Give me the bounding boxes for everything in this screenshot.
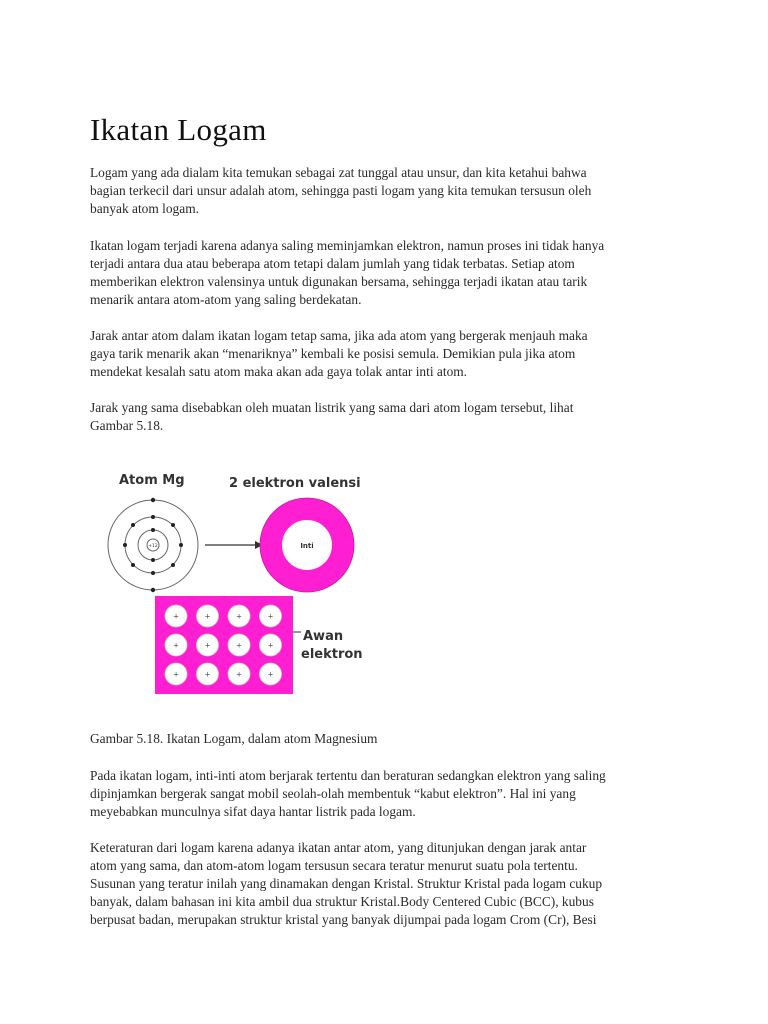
paragraph-line: Keteraturan dari logam karena adanya ikatan antar atom, yang ditunjukan dengan jarak antar [90, 840, 587, 855]
paragraph-line: Logam yang ada dialam kita temukan sebagai zat tunggal atau unsur, dan kita ketahui bahwa [90, 165, 587, 180]
paragraph-line: Jarak yang sama disebabkan oleh muatan listrik yang sama dari atom logam tersebut, lihat [90, 400, 574, 415]
paragraph-line: bagian terkecil dari unsur adalah atom, sehingga pasti logam yang kita temukan tersusun oleh [90, 183, 592, 198]
paragraph-line: memberikan elektron valensinya untuk digunakan bersama, sehingga terjadi ikatan atau tarik [90, 274, 588, 289]
figure-ikatan-logam [95, 462, 375, 702]
ion-symbol: + [173, 612, 179, 621]
ion-symbol: + [204, 612, 211, 621]
page-title: Ikatan Logam [90, 112, 267, 147]
paragraph-line: meyebabkan munculnya sifat daya hantar listrik pada logam. [90, 804, 416, 819]
figure-svg [95, 462, 375, 702]
ion-symbol: + [204, 670, 211, 679]
core-label: Inti [300, 542, 314, 550]
paragraph-line: atom yang sama, dan atom-atom logam tersusun secara teratur menurut suatu pola tertentu. [90, 858, 578, 873]
paragraph-line: dipinjamkan bergerak sangat mobil seolah-olah membentuk “kabut elektron”. Hal ini yang [90, 786, 576, 801]
atom-mg-label: Atom Mg [119, 473, 185, 488]
valence-ring-diagram [260, 498, 354, 592]
paragraph-6 [90, 839, 690, 929]
ion-symbol: + [267, 612, 274, 621]
ion-symbol: + [236, 612, 242, 621]
paragraph-line: Ikatan logam terjadi karena adanya saling meminjamkan elektron, namun proses ini tidak hanya [90, 238, 605, 253]
paragraph-line: Gambar 5.18. [90, 418, 164, 433]
paragraph-line: banyak, dalam bahasan ini kita ambil dua struktur Kristal.Body Centered Cubic (BCC), kubus [90, 894, 594, 909]
ion-symbol: + [173, 670, 179, 679]
electron-cloud-diagram [155, 596, 293, 694]
ion-symbol: + [204, 641, 211, 650]
cloud-label-1: Awan [303, 629, 344, 644]
paragraph-line: Jarak antar atom dalam ikatan logam tetap sama, jika ada atom yang bergerak menjauh maka [90, 328, 588, 343]
nucleus-label: +12 [148, 544, 158, 549]
paragraph-line: berpusat badan, merupakan struktur kristal yang banyak dijumpai pada logam Crom (Cr), Besi [90, 912, 597, 927]
paragraph-3 [90, 327, 690, 381]
ion-symbol: + [236, 670, 242, 679]
paragraph-4 [90, 399, 690, 435]
paragraph-line: gaya tarik menarik akan “menariknya” kembali ke posisi semula. Demikian pula jika atom [90, 346, 576, 361]
paragraph-line: banyak atom logam. [90, 201, 199, 216]
paragraph-5 [90, 767, 690, 821]
ion-symbol: + [267, 641, 274, 650]
figure-caption: Gambar 5.18. Ikatan Logam, dalam atom Magnesium [90, 731, 378, 746]
cloud-label-2: elektron [301, 647, 363, 662]
atom-shells-diagram [108, 498, 198, 592]
ion-symbol: + [267, 670, 274, 679]
paragraph-1 [90, 164, 690, 218]
ion-symbol: + [173, 641, 179, 650]
valence-label: 2 elektron valensi [229, 476, 361, 491]
arrow-icon [205, 541, 263, 549]
paragraph-line: mendekat kesalah satu atom maka akan ada gaya tolak antar inti atom. [90, 364, 468, 379]
paragraph-line: Susunan yang teratur inilah yang dinamakan dengan Kristal. Struktur Kristal pada logam cukup [90, 876, 603, 891]
paragraph-line: menarik antara atom-atom yang saling berdekatan. [90, 292, 362, 307]
paragraph-line: Pada ikatan logam, inti-inti atom berjarak tertentu dan beraturan sedangkan elektron yang saling [90, 768, 606, 783]
paragraph-line: terjadi antara dua atau beberapa atom tetapi dalam jumlah yang tidak terbatas. Setiap atom [90, 256, 575, 271]
paragraph-2 [90, 237, 690, 309]
ion-symbol: + [236, 641, 242, 650]
